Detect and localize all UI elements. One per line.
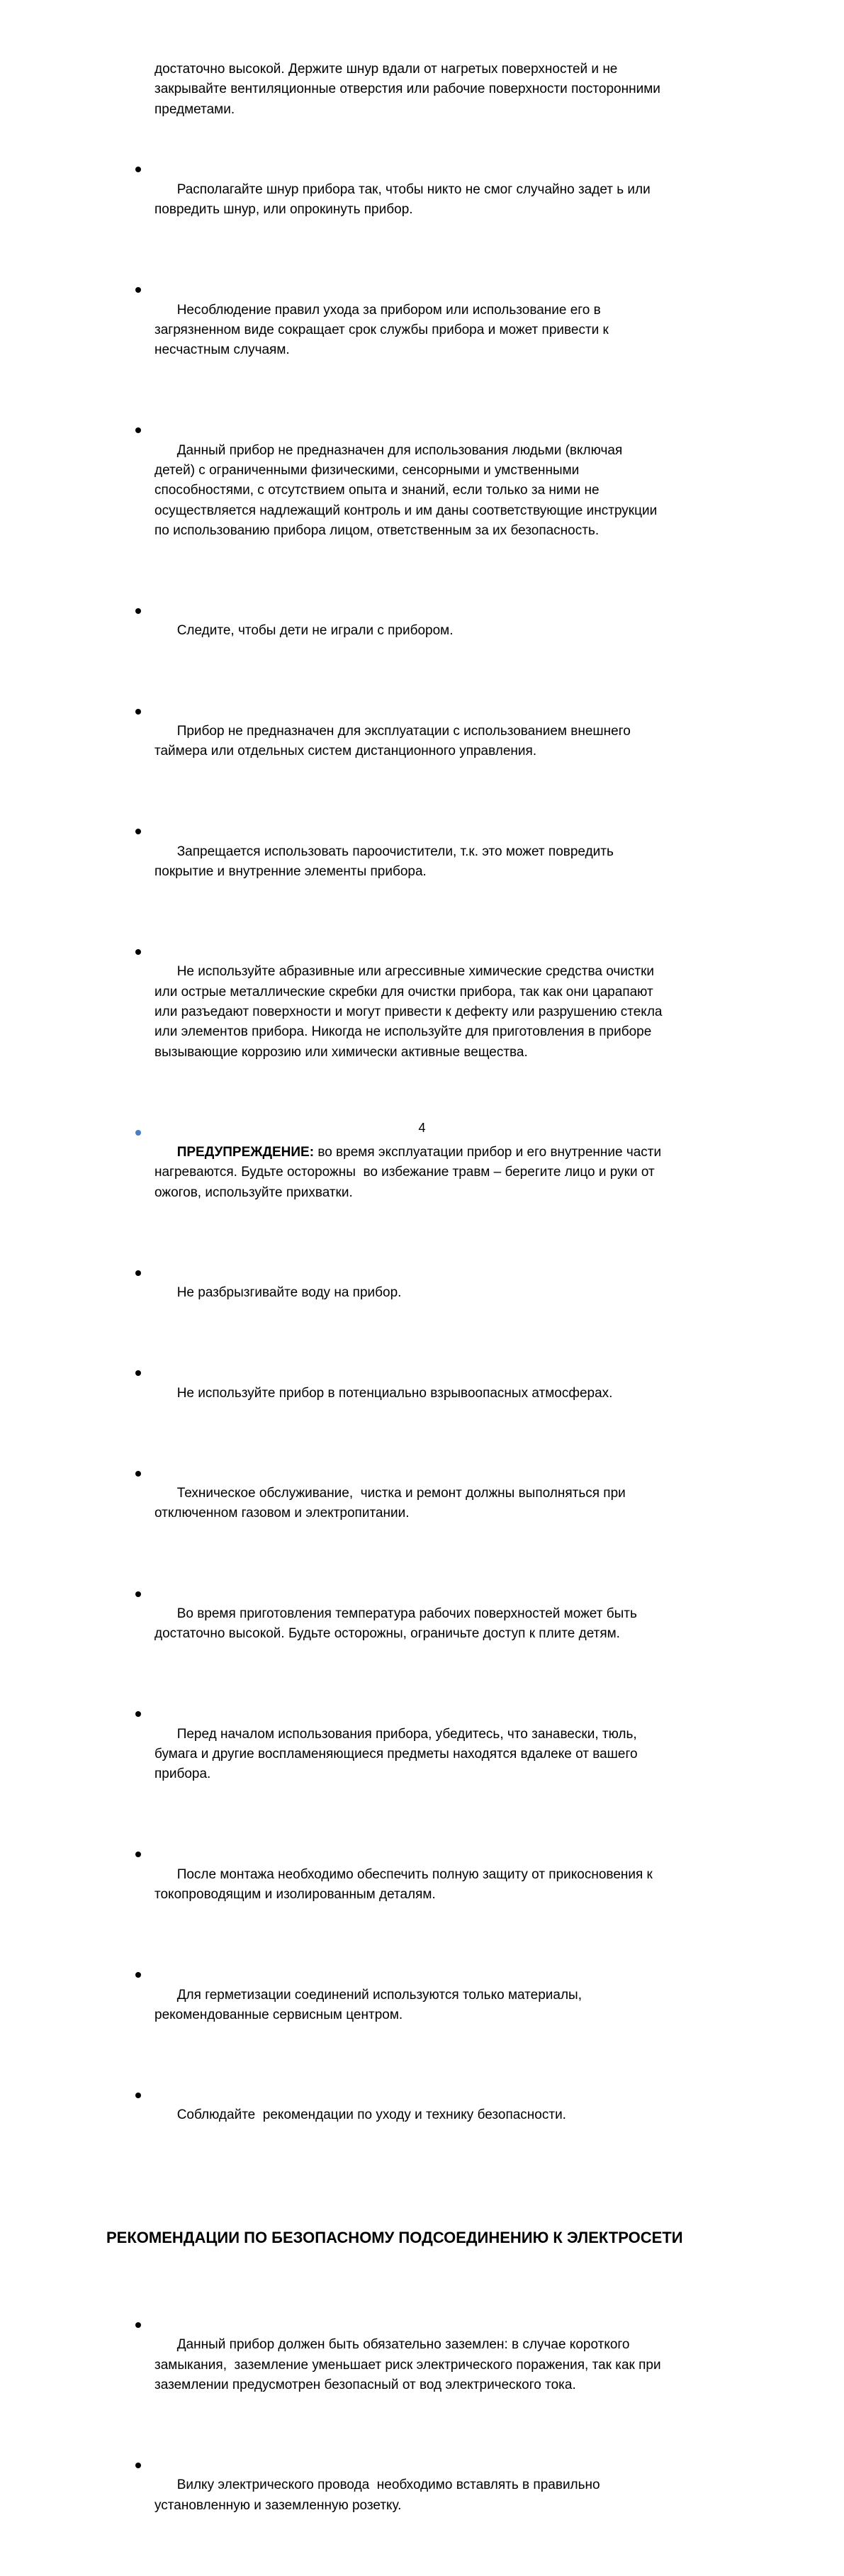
bullet-icon bbox=[135, 1591, 141, 1597]
bullet-icon bbox=[135, 1852, 141, 1857]
bullet-icon bbox=[135, 167, 141, 172]
safety-list-item bbox=[106, 1584, 666, 1664]
safety-list-item bbox=[106, 1363, 666, 1423]
page-content bbox=[106, 60, 683, 2576]
safety-list-item bbox=[106, 702, 666, 782]
warning-label: ПРЕДУПРЕЖДЕНИЕ: bbox=[176, 1145, 315, 1160]
bullet-icon bbox=[135, 2093, 141, 2098]
list-item-text: Располагайте шнур прибора так, чтобы никто не смог случайно задет ь или повредить шнур, или опрокинуть прибор. bbox=[154, 181, 655, 218]
safety-list-item bbox=[106, 601, 666, 661]
list-item-text: Следите, чтобы дети не играли с прибором. bbox=[176, 623, 454, 639]
bullet-icon bbox=[135, 1370, 141, 1376]
grounding-list-item bbox=[106, 2455, 666, 2536]
list-item-text: Для герметизации соединений используются только материалы, рекомендованные сервисным центром. bbox=[154, 1987, 586, 2022]
list-item-text: Несоблюдение правил ухода за прибором или использование его в загрязненном виде сокращает срок службы прибора и может привести к несчастным случаям. bbox=[154, 302, 613, 358]
safety-list-item bbox=[106, 822, 666, 902]
bullet-icon bbox=[135, 1972, 141, 1978]
warning-list-item bbox=[106, 1123, 666, 1223]
bullet-icon bbox=[135, 949, 141, 955]
safety-list-item bbox=[106, 1704, 666, 1804]
list-item-text: Во время приготовления температура рабочих поверхностей может быть достаточно высокой. Будьте осторожны, ограничьте доступ к плите детям. bbox=[154, 1606, 641, 1642]
safety-list-item bbox=[106, 2085, 666, 2146]
safety-precautions-list bbox=[106, 120, 673, 2186]
list-item-text: Данный прибор не предназначен для использования людьми (включая детей) с ограниченными физическими, сенсорными и умственными способностями, с отсутствием опыта и знаний, если только за ними не осуществляется надлежащий контроль и им даны соответствующие инструкции по использованию прибора лицом, ответственным за их безопасность. bbox=[154, 442, 665, 538]
list-item-text: Не используйте абразивные или агрессивные химические средства очистки или острые металлические скребки для очистки прибора, так как они царапают или разъедают поверхности и могут привести к дефекту или разрушению стекла или элементов прибора. Никогда не используйте для приготовления в приборе вызывающие коррозию или химически активные вещества. bbox=[154, 964, 666, 1060]
grounding-list-item bbox=[106, 2315, 666, 2415]
section-heading: РЕКОМЕНДАЦИИ ПО БЕЗОПАСНОМУ ПОДСОЕДИНЕНИЮ К ЭЛЕКТРОСЕТИ bbox=[106, 2229, 683, 2247]
safety-list-item bbox=[106, 159, 666, 240]
bullet-icon bbox=[135, 709, 141, 715]
list-item-text: Техническое обслуживание, чистка и ремонт должны выполняться при отключенном газовом и электропитании. bbox=[154, 1486, 630, 1521]
bullet-icon bbox=[135, 1711, 141, 1717]
bullet-icon bbox=[135, 2322, 141, 2328]
list-item-text: Данный прибор должен быть обязательно заземлен: в случае короткого замыкания, заземление уменьшает риск электрического поражения, так как при заземлении предусмотрен безопасный от вод электрического тока. bbox=[154, 2337, 665, 2392]
list-item-text: После монтажа необходимо обеспечить полную защиту от прикосновения к токопроводящим и изолированным деталям. bbox=[154, 1866, 657, 1903]
bullet-icon bbox=[135, 2463, 141, 2468]
grounding-recommendations-list bbox=[106, 2275, 673, 2575]
bullet-icon bbox=[135, 829, 141, 834]
safety-list-item bbox=[106, 1464, 666, 1544]
safety-list-item bbox=[106, 1844, 666, 1925]
list-item-text: Соблюдайте рекомендации по уходу и технику безопасности. bbox=[176, 2107, 566, 2123]
bullet-icon bbox=[135, 427, 141, 433]
safety-list-item bbox=[106, 280, 666, 380]
continuation-paragraph: достаточно высокой. Держите шнур вдали от нагретых поверхностей и не закрывайте вентиляционные отверстия или рабочие поверхности посторонними предметами. bbox=[154, 62, 665, 117]
bullet-icon bbox=[135, 287, 141, 293]
safety-list-item bbox=[106, 942, 666, 1082]
safety-list-item bbox=[106, 1965, 666, 2045]
page-number: 4 bbox=[418, 1121, 426, 1135]
list-item-text: Не разбрызгивайте воду на прибор. bbox=[176, 1285, 402, 1301]
list-item-text: Вилку электрического провода необходимо вставлять в правильно установленную и заземленную розетку. bbox=[154, 2477, 604, 2513]
bullet-icon bbox=[135, 1471, 141, 1477]
bullet-icon bbox=[135, 1270, 141, 1276]
list-item-text: Прибор не предназначен для эксплуатации с использованием внешнего таймера или отдельных систем дистанционного управления. bbox=[154, 723, 635, 759]
warning-text: во время эксплуатации прибор и его внутренние части нагреваются. Будьте осторожны во избежание травм – берегите лицо и руки от ожогов, используйте прихватки. bbox=[154, 1145, 665, 1200]
bullet-icon bbox=[135, 608, 141, 614]
safety-list-item bbox=[106, 1263, 666, 1323]
list-item-text: Не используйте прибор в потенциально взрывоопасных атмосферах. bbox=[176, 1385, 613, 1401]
safety-list-item bbox=[106, 420, 666, 561]
list-item-text: Перед началом использования прибора, убедитесь, что занавески, тюль, бумага и другие воспламеняющиеся предметы находятся вдалеке от вашего прибора. bbox=[154, 1726, 641, 1782]
list-item-text: Запрещается использовать пароочистители, т.к. это может повредить покрытие и внутренние элементы прибора. bbox=[154, 844, 618, 879]
